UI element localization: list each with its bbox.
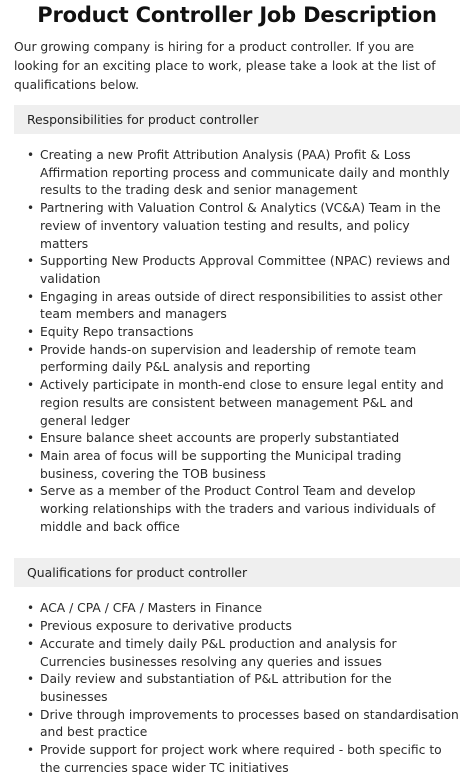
list-item-text: Accurate and timely daily P&L production and analysis for Currencies businesses resolving any queries and issues	[40, 636, 397, 669]
bullet-icon: •	[27, 636, 35, 651]
list-item-text: Daily review and substantiation of P&L attribution for the businesses	[40, 672, 392, 704]
list-item	[27, 636, 460, 671]
list-item-text: Supporting New Products Approval Committee (NPAC) reviews and validation	[40, 254, 451, 286]
bullet-icon: •	[27, 707, 35, 722]
bullet-icon: •	[27, 672, 35, 687]
list-item	[27, 289, 460, 324]
list-item-text: Ensure balance sheet accounts are properly substantiated	[40, 431, 400, 446]
list-item-text: Provide support for project work where required - both specific to the currencies space wider TC initiatives	[40, 743, 442, 775]
bullet-icon: •	[27, 289, 35, 304]
list-item-text: Engaging in areas outside of direct responsibilities to assist other team members and managers	[40, 289, 443, 322]
list-item	[27, 600, 460, 618]
list-item-text: Serve as a member of the Product Control Team and develop working relationships with the traders and various individuals of middle and back office	[40, 484, 436, 534]
list-item	[27, 430, 460, 448]
list-item-text: Creating a new Profit Attribution Analysis (PAA) Profit & Loss Affirmation reporting process and communicate daily and monthly results to the trading desk and senior management	[40, 148, 450, 198]
list-item	[27, 147, 460, 200]
list-item-text: Drive through improvements to processes based on standardisation and best practice	[40, 707, 459, 740]
list-item	[27, 342, 460, 377]
intro-paragraph: Our growing company is hiring for a product controller. If you are looking for an exciting place to work, please take a look at the list of qualifications below.	[14, 40, 436, 92]
bullet-icon: •	[27, 378, 35, 393]
list-item-text: Main area of focus will be supporting the Municipal trading business, covering the TOB business	[40, 448, 402, 481]
bullet-icon: •	[27, 431, 35, 446]
page-title: Product Controller Job Description	[37, 3, 437, 27]
list-item	[27, 324, 460, 342]
list-item	[27, 377, 460, 430]
bullet-icon: •	[27, 619, 35, 634]
bullet-icon: •	[27, 325, 35, 340]
list-item-text: Partnering with Valuation Control & Analytics (VC&A) Team in the review of inventory valuation testing and results, and policy matters	[40, 201, 441, 251]
qualifications-heading: Qualifications for product controller	[14, 558, 460, 587]
list-item	[27, 253, 460, 288]
list-item	[27, 742, 460, 777]
bullet-icon: •	[27, 448, 35, 463]
bullet-icon: •	[27, 342, 35, 357]
list-item	[27, 448, 460, 483]
list-item	[27, 671, 460, 706]
bullet-icon: •	[27, 743, 35, 758]
list-item-text: Equity Repo transactions	[40, 325, 194, 340]
bullet-icon: •	[27, 484, 35, 499]
list-item-text: ACA / CPA / CFA / Masters in Finance	[40, 601, 263, 616]
qualifications-list	[14, 600, 460, 777]
responsibilities-heading: Responsibilities for product controller	[14, 105, 460, 134]
bullet-icon: •	[27, 201, 35, 216]
list-item-text: Provide hands-on supervision and leadership of remote team performing daily P&L analysis and reporting	[40, 342, 417, 375]
list-item-text: Actively participate in month-end close to ensure legal entity and region results are consistent between management P&L and general ledger	[40, 378, 444, 428]
bullet-icon: •	[27, 601, 35, 616]
list-item	[27, 200, 460, 253]
list-item	[27, 707, 460, 742]
list-item	[27, 618, 460, 636]
bullet-icon: •	[27, 148, 35, 162]
list-item-text: Previous exposure to derivative products	[40, 619, 292, 634]
bullet-icon: •	[27, 254, 35, 269]
list-item	[27, 483, 460, 536]
responsibilities-list	[14, 147, 460, 536]
